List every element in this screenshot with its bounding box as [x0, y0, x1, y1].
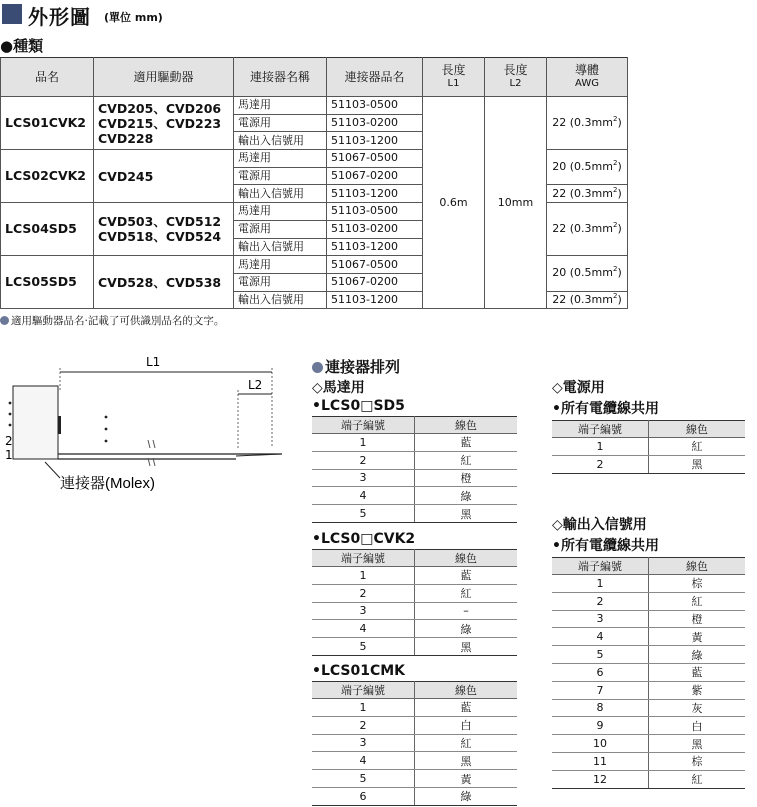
page-title: 外形圖 [28, 5, 91, 29]
pin-number-cell: 3 [312, 602, 415, 620]
model-cell: LCS05SD5 [1, 256, 94, 309]
awg-value: 20 (0.5mm [552, 160, 613, 174]
pin-table-sd5 [312, 416, 517, 523]
pin-table-cmk [312, 681, 517, 806]
pin-header-pin: 端子編號 [312, 682, 415, 699]
table-row [552, 735, 745, 753]
pin-number-cell: 12 [552, 770, 649, 788]
pin-number-cell: 4 [552, 628, 649, 646]
io-title: ◇輸出入信號用 [552, 517, 647, 533]
connector-name-cell: 電源用 [234, 114, 327, 132]
connector-name-cell: 馬達用 [234, 97, 327, 115]
connector-name-cell: 輸出入信號用 [234, 185, 327, 203]
table-row [552, 699, 745, 717]
pin-table-header [312, 682, 517, 699]
table-row [312, 602, 517, 620]
table-row [312, 620, 517, 638]
pin-number-cell: 3 [552, 610, 649, 628]
wire-color-cell: 藍 [415, 567, 518, 585]
table-row [312, 469, 517, 487]
connector-name-cell: 電源用 [234, 273, 327, 291]
table-row [552, 681, 745, 699]
table-row [312, 505, 517, 523]
l1-label: L1 [146, 355, 161, 369]
l2-label: L2 [248, 378, 263, 392]
pin-table-header [552, 421, 745, 438]
length-l1-cell: 0.6m [423, 97, 485, 309]
pin-number-cell: 7 [552, 681, 649, 699]
pin-section-title: 連接器排列 [312, 356, 400, 377]
wire-color-cell: 綠 [415, 620, 518, 638]
connector-part-cell: 51103-1200 [327, 291, 423, 309]
wire-color-cell: 綠 [415, 487, 518, 505]
table-header-row [1, 58, 628, 97]
wire-color-cell: 紅 [415, 584, 518, 602]
connector-body [13, 386, 58, 459]
pin-header-pin: 端子編號 [552, 421, 649, 438]
page-subtitle: (單位 mm) [104, 11, 163, 24]
awg-cell [547, 256, 628, 291]
power-subtitle: •所有電纜線共用 [552, 401, 659, 417]
pin-number-cell: 5 [312, 505, 415, 523]
pin-number-cell: 6 [552, 663, 649, 681]
connector-part-cell: 51067-0500 [327, 150, 423, 168]
table-row [552, 610, 745, 628]
driver-name: CVD215、CVD223 [98, 115, 222, 131]
connector-name-cell: 輸出入信號用 [234, 132, 327, 150]
header-square-icon [2, 4, 22, 24]
pin-number-cell: 5 [312, 638, 415, 656]
header-l2: 長度 L2 [485, 58, 547, 97]
bullet-dot-icon [312, 362, 323, 373]
table-row [312, 567, 517, 585]
driver-cell [94, 256, 234, 309]
pin-number-cell: 4 [312, 620, 415, 638]
wire-color-cell: 藍 [649, 663, 746, 681]
table-row [552, 592, 745, 610]
wire-color-cell: 橙 [649, 610, 746, 628]
connector-name-cell: 輸出入信號用 [234, 238, 327, 256]
awg-cell [547, 150, 628, 185]
header-connector-part: 連接器品名 [327, 58, 423, 97]
io-subtitle: •所有電纜線共用 [552, 538, 659, 554]
connector-name-cell: 輸出入信號用 [234, 291, 327, 309]
pin-number-cell: 2 [312, 716, 415, 734]
wire-color-cell: 棕 [649, 575, 746, 593]
wire-color-cell: 藍 [415, 699, 518, 717]
pin-number-cell: 1 [312, 567, 415, 585]
awg-cell [547, 185, 628, 203]
pin-table-title-cmk: •LCS01CMK [312, 663, 406, 679]
wire-color-cell: 黑 [415, 752, 518, 770]
pin-number-cell: 9 [552, 717, 649, 735]
pin-header-color: 線色 [649, 558, 746, 575]
wire-color-cell: 白 [649, 717, 746, 735]
awg-cell [547, 291, 628, 309]
pin-number-cell: 1 [552, 575, 649, 593]
pin-table-title-cvk2: •LCS0□CVK2 [312, 531, 416, 547]
pin-number-cell: 1 [312, 434, 415, 452]
pin-number-cell: 2 [312, 451, 415, 469]
pin-number-cell: 2 [312, 584, 415, 602]
table-row [312, 787, 517, 805]
awg-superscript: 2 [612, 221, 618, 230]
driver-name: CVD245 [98, 168, 154, 184]
table-row [1, 97, 628, 115]
awg-close: ) [617, 266, 622, 280]
pin-table-power [552, 420, 745, 474]
wire-color-cell: 白 [415, 716, 518, 734]
cable-dimension-diagram [0, 350, 300, 500]
pin-header-color: 線色 [415, 550, 518, 567]
awg-value: 22 (0.3mm [552, 292, 613, 306]
footnote: 適用驅動器品名‧記載了可供識別品名的文字。 [0, 313, 224, 328]
wire-color-cell: 棕 [649, 752, 746, 770]
awg-value: 22 (0.3mm [552, 222, 613, 236]
table-row [552, 438, 745, 456]
break-mark-icon [148, 440, 155, 466]
pin-label-1: 1 [5, 448, 13, 462]
awg-close: ) [617, 292, 622, 306]
pin-dot [9, 424, 12, 427]
pin-table-header [312, 550, 517, 567]
model-cell: LCS02CVK2 [1, 150, 94, 203]
driver-name: CVD503、CVD512 [98, 214, 222, 230]
wire-color-cell: 灰 [649, 699, 746, 717]
awg-value: 22 (0.3mm [552, 186, 613, 200]
connector-part-cell: 51103-1200 [327, 185, 423, 203]
wire-color-cell: 紅 [415, 451, 518, 469]
power-title: ◇電源用 [552, 380, 605, 396]
pin-number-cell: 1 [312, 699, 415, 717]
wire-color-cell: – [415, 602, 518, 620]
table-row [552, 628, 745, 646]
wire-color-cell: 黃 [649, 628, 746, 646]
pin-dot [9, 402, 12, 405]
driver-name: CVD518、CVD524 [98, 229, 222, 245]
wire-color-cell: 藍 [415, 434, 518, 452]
awg-superscript: 2 [612, 115, 618, 124]
pin-table-header [552, 558, 745, 575]
table-row [312, 734, 517, 752]
pin-dot [105, 440, 108, 443]
table-row [552, 663, 745, 681]
pin-number-cell: 2 [552, 455, 649, 473]
driver-cell [94, 97, 234, 150]
wire-color-cell: 黑 [649, 455, 746, 473]
pin-label-2: 2 [5, 434, 13, 448]
connector-name-cell: 電源用 [234, 220, 327, 238]
pin-table-cvk2 [312, 549, 517, 656]
wire-color-cell: 紅 [649, 592, 746, 610]
model-cell: LCS01CVK2 [1, 97, 94, 150]
pin-number-cell: 1 [552, 438, 649, 456]
awg-close: ) [617, 116, 622, 130]
awg-superscript: 2 [612, 185, 618, 194]
driver-name: CVD228 [98, 130, 154, 146]
pin-number-cell: 4 [312, 487, 415, 505]
length-l2-cell: 10mm [485, 97, 547, 309]
awg-superscript: 2 [612, 291, 618, 300]
types-section-title: ●種類 [0, 37, 44, 55]
awg-close: ) [617, 222, 622, 236]
connector-part-cell: 51067-0200 [327, 167, 423, 185]
wire-color-cell: 紫 [649, 681, 746, 699]
connector-part-cell: 51103-0200 [327, 114, 423, 132]
table-row [312, 770, 517, 788]
table-row [552, 646, 745, 664]
table-row [552, 752, 745, 770]
model-cell: LCS04SD5 [1, 203, 94, 256]
table-row [312, 716, 517, 734]
wire-color-cell: 紅 [649, 770, 746, 788]
table-row [552, 717, 745, 735]
pin-table-title-sd5: •LCS0□SD5 [312, 398, 405, 414]
pin-table-io [552, 557, 745, 789]
driver-cell [94, 150, 234, 203]
pin-header-pin: 端子編號 [312, 550, 415, 567]
connector-part-cell: 51103-1200 [327, 132, 423, 150]
wire-color-cell: 橙 [415, 469, 518, 487]
pin-dot [105, 416, 108, 419]
pin-number-cell: 5 [312, 770, 415, 788]
leader-line [45, 462, 60, 478]
awg-cell [547, 97, 628, 150]
wire-color-cell: 黑 [415, 505, 518, 523]
pin-number-cell: 11 [552, 752, 649, 770]
wire-color-cell: 紅 [415, 734, 518, 752]
pin-header-pin: 端子編號 [312, 417, 415, 434]
driver-name: CVD528、CVD538 [98, 274, 222, 290]
header-connector-name: 連接器名稱 [234, 58, 327, 97]
table-row [552, 575, 745, 593]
pin-dot [105, 428, 108, 431]
awg-value: 22 (0.3mm [552, 116, 613, 130]
connector-part-cell: 51103-0500 [327, 203, 423, 221]
table-row [312, 434, 517, 452]
connector-part-cell: 51067-0500 [327, 256, 423, 274]
awg-cell [547, 203, 628, 256]
pin-number-cell: 10 [552, 735, 649, 753]
pin-table-header [312, 417, 517, 434]
pin-header-color: 線色 [415, 682, 518, 699]
driver-cell [94, 203, 234, 256]
header-awg: 導體 AWG [547, 58, 628, 97]
connector-part-cell: 51103-0200 [327, 220, 423, 238]
header-l1: 長度 L1 [423, 58, 485, 97]
table-row [552, 455, 745, 473]
pin-number-cell: 4 [312, 752, 415, 770]
connector-part-cell: 51103-0500 [327, 97, 423, 115]
pin-number-cell: 5 [552, 646, 649, 664]
pin-number-cell: 3 [312, 469, 415, 487]
pin-number-cell: 6 [312, 787, 415, 805]
connector-name-cell: 馬達用 [234, 203, 327, 221]
awg-value: 20 (0.5mm [552, 266, 613, 280]
pin-header-color: 線色 [649, 421, 746, 438]
connector-latch [58, 416, 61, 434]
awg-close: ) [617, 186, 622, 200]
cable-types-table [0, 57, 628, 309]
table-row [312, 451, 517, 469]
header-driver: 適用驅動器 [94, 58, 234, 97]
motor-title: ◇馬達用 [312, 380, 365, 396]
pin-number-cell: 2 [552, 592, 649, 610]
pin-header-pin: 端子編號 [552, 558, 649, 575]
connector-part-cell: 51103-1200 [327, 238, 423, 256]
connector-name-cell: 馬達用 [234, 150, 327, 168]
pin-dot [9, 413, 12, 416]
awg-superscript: 2 [612, 159, 618, 168]
wire-color-cell: 黑 [649, 735, 746, 753]
wire-color-cell: 紅 [649, 438, 746, 456]
connector-label: 連接器(Molex) [60, 475, 156, 492]
table-row [552, 770, 745, 788]
table-row [312, 638, 517, 656]
awg-superscript: 2 [612, 265, 618, 274]
driver-name: CVD205、CVD206 [98, 100, 222, 116]
connector-part-cell: 51067-0200 [327, 273, 423, 291]
table-row [312, 584, 517, 602]
wire-color-cell: 綠 [649, 646, 746, 664]
header-model: 品名 [1, 58, 94, 97]
wire-color-cell: 黑 [415, 638, 518, 656]
connector-name-cell: 馬達用 [234, 256, 327, 274]
table-row [312, 752, 517, 770]
pin-number-cell: 3 [312, 734, 415, 752]
table-row [312, 487, 517, 505]
wire-color-cell: 綠 [415, 787, 518, 805]
connector-name-cell: 電源用 [234, 167, 327, 185]
bullet-dot-icon [0, 316, 9, 325]
pin-number-cell: 8 [552, 699, 649, 717]
wire-color-cell: 黃 [415, 770, 518, 788]
table-row [312, 699, 517, 717]
awg-close: ) [617, 160, 622, 174]
pin-header-color: 線色 [415, 417, 518, 434]
